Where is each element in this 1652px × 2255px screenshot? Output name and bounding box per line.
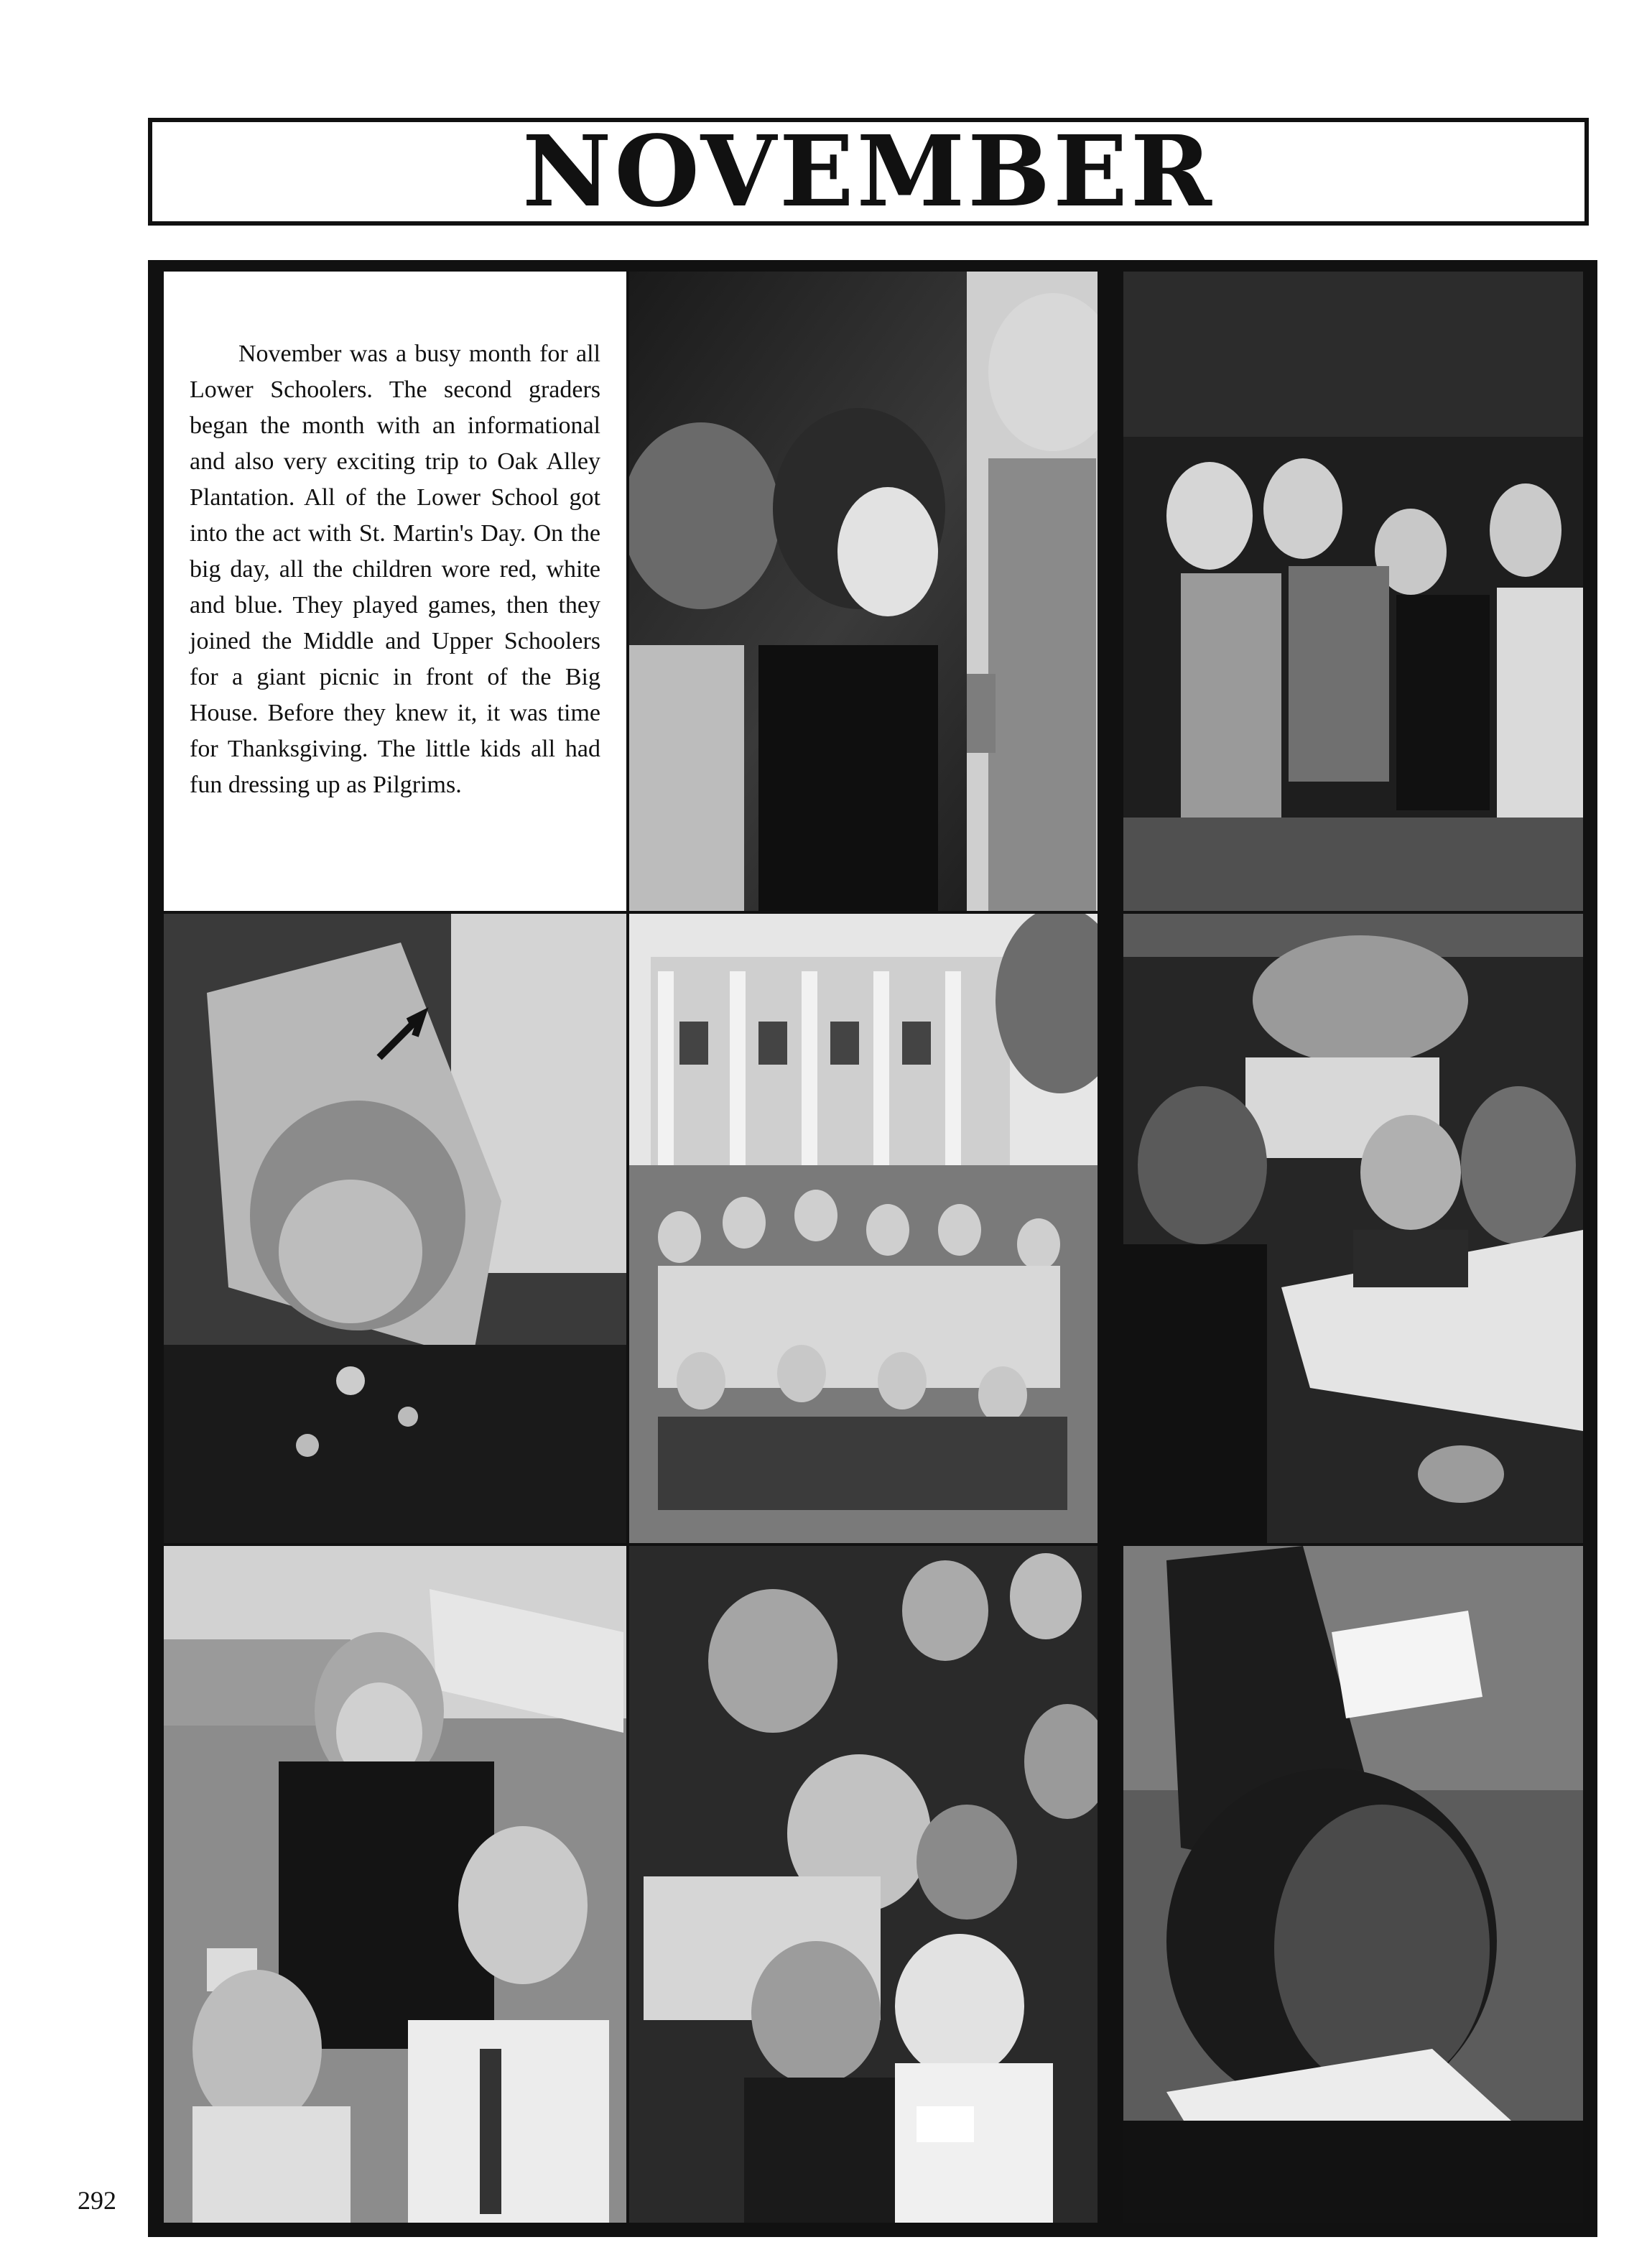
photo-pilgrim-girl-bonnet	[164, 914, 626, 1543]
photo-woman-with-pilgrim-boys	[164, 1546, 626, 2223]
article-text-block	[164, 272, 626, 911]
article-body: November was a busy month for all Lower Schoolers. The second graders began the month with an informational and also very exciting trip to Oak Alley Plantation. All of the Lower School got into the act with St. Martin's Day. On the big day, all the children wore red, white and blue. They played games, then they joined the Middle and Upper Schoolers for a giant picnic in front of the Big House. Before they knew it, it was time for Thanksgiving. The little kids all had fun dressing up as Pilgrims.	[190, 341, 600, 798]
page-title-box	[148, 114, 1589, 229]
photo-children-receiving	[1123, 914, 1583, 1543]
photo-girl-with-chalice	[629, 272, 1098, 911]
photo-smiling-children-group	[629, 1546, 1098, 2223]
photo-children-in-line	[1123, 272, 1583, 911]
page-number: 292	[78, 2186, 116, 2215]
photo-boy-with-paper-hat	[1123, 1546, 1583, 2223]
photo-grid	[148, 260, 1597, 2237]
page-title: NOVEMBER	[522, 114, 1215, 229]
photo-group-at-oak-alley	[629, 914, 1098, 1543]
